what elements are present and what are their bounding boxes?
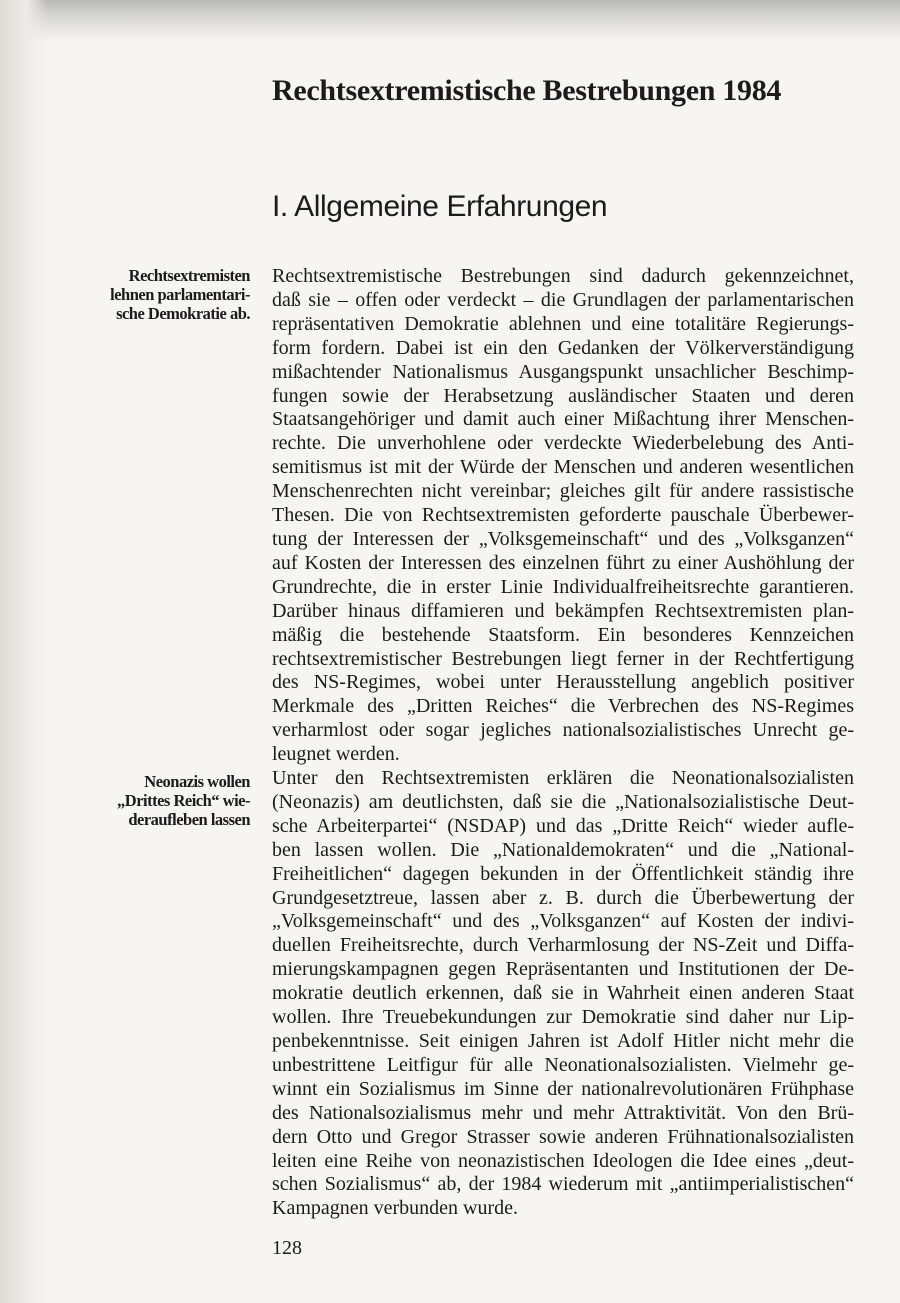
text-line: Kampagnen verbunden wurde. bbox=[272, 1197, 519, 1220]
text-line: unbestrittene Leitfigur für alle Neonationalsozialisten. Vielmehr ge- bbox=[272, 1053, 854, 1076]
text-line: mißachtender Nationalismus Ausgangspunkt unsachlicher Beschimp- bbox=[272, 360, 854, 383]
margin-note-parliamentary-democracy bbox=[60, 266, 250, 324]
text-line: schen Sozialismus“ ab, der 1984 wiederum mit „antiimperialistischen“ bbox=[272, 1173, 854, 1196]
text-line: Rechtsextremistische Bestrebungen sind dadurch gekennzeichnet, bbox=[272, 265, 854, 287]
text-line: semitismus ist mit der Würde der Menschen und anderen wesentlichen bbox=[272, 456, 854, 479]
margin-note-line: Rechtsextremisten bbox=[128, 266, 250, 285]
text-line: Unter den Rechtsextremisten erklären die Neonationalsozialisten bbox=[272, 767, 854, 790]
margin-note-line: „Drittes Reich“ wie- bbox=[117, 791, 250, 811]
text-line: dern Otto und Gregor Strasser sowie anderen Frühnationalsozialisten bbox=[272, 1125, 854, 1148]
text-line: rechte. Die unverhohlene oder verdeckte Wiederbelebung des Anti- bbox=[272, 432, 854, 455]
text-line: sche Arbeiterpartei“ (NSDAP) und das „Dritte Reich“ wieder aufle- bbox=[272, 814, 854, 837]
margin-note-line: Neonazis wollen bbox=[144, 772, 250, 791]
text-line: wollen. Ihre Treuebekundungen zur Demokratie sind daher nur Lip- bbox=[272, 1006, 854, 1029]
text-line: des NS-Regimes, wobei unter Herausstellung angeblich positiver bbox=[272, 671, 854, 694]
text-line: penbekenntnisse. Seit einigen Jahren ist Adolf Hitler nicht mehr die bbox=[272, 1030, 854, 1052]
margin-note-line: deraufleben lassen bbox=[128, 810, 250, 830]
text-line: mierungskampagnen gegen Repräsentanten und Institutionen der De- bbox=[272, 958, 854, 981]
scan-shadow-left bbox=[0, 0, 48, 1303]
text-line: tung der Interessen der „Volksgemeinschaft“ und des „Volksganzen“ bbox=[272, 527, 854, 550]
text-line: daß sie – offen oder verdeckt – die Grundlagen der parlamentarischen bbox=[272, 288, 854, 311]
text-line: form fordern. Dabei ist ein den Gedanken der Völkerverständigung bbox=[272, 336, 854, 359]
text-line: leugnet werden. bbox=[272, 743, 400, 766]
text-line: rechtsextremistischer Bestrebungen liegt ferner in der Rechtfertigung bbox=[272, 647, 854, 670]
margin-note-neonazis bbox=[60, 772, 250, 830]
text-line: mäßig die bestehende Staatsform. Ein besonderes Kennzeichen bbox=[272, 623, 854, 646]
text-line: des Nationalsozialismus mehr und mehr Attraktivität. Von den Brü- bbox=[272, 1101, 854, 1124]
text-line: Merkmale des „Dritten Reiches“ die Verbrechen des NS-Regimes bbox=[272, 695, 854, 718]
text-line: Grundgesetztreue, lassen aber z. B. durch die Überbewertung der bbox=[272, 886, 854, 909]
page-number: 128 bbox=[272, 1237, 302, 1259]
text-line: repräsentativen Demokratie ablehnen und eine totalitäre Regierungs- bbox=[272, 312, 854, 335]
section-heading: I. Allgemeine Erfahrungen bbox=[272, 190, 608, 223]
body-text bbox=[272, 265, 854, 1221]
scan-shadow-top bbox=[0, 0, 900, 42]
text-line: fungen sowie der Herabsetzung ausländischer Staaten und deren bbox=[272, 384, 854, 407]
text-line: leiten eine Reihe von neonazistischen Ideologen die Idee eines „deut- bbox=[272, 1149, 854, 1172]
margin-note-line: lehnen parlamentari- bbox=[110, 285, 250, 305]
text-line: Thesen. Die von Rechtsextremisten geforderte pauschale Überbewer- bbox=[272, 504, 854, 527]
text-line: auf Kosten der Interessen des einzelnen führt zu einer Aushöhlung der bbox=[272, 551, 854, 574]
text-line: Menschenrechten nicht vereinbar; gleiches gilt für andere rassistische bbox=[272, 480, 854, 503]
text-line: „Volksgemeinschaft“ und des „Volksganzen“ auf Kosten der indivi- bbox=[272, 910, 854, 933]
text-line: ben lassen wollen. Die „Nationaldemokraten“ und die „National- bbox=[272, 838, 854, 861]
text-line: winnt ein Sozialismus im Sinne der nationalrevolutionären Frühphase bbox=[272, 1077, 854, 1100]
text-line: Freiheitlichen“ dagegen bekunden in der Öffentlichkeit ständig ihre bbox=[272, 862, 854, 885]
text-line: (Neonazis) am deutlichsten, daß sie die „Nationalsozialistische Deut- bbox=[272, 790, 854, 813]
margin-note-line: sche Demokratie ab. bbox=[116, 304, 250, 324]
text-line: Staatsangehöriger und damit auch einer Mißachtung ihrer Menschen- bbox=[272, 408, 854, 431]
text-line: Darüber hinaus diffamieren und bekämpfen Rechtsextremisten plan- bbox=[272, 599, 854, 622]
text-line: Grundrechte, die in erster Linie Individualfreiheitsrechte garantieren. bbox=[272, 575, 854, 598]
text-line: duellen Freiheitsrechte, durch Verharmlosung der NS-Zeit und Diffa- bbox=[272, 934, 854, 957]
text-line: verharmlost oder sogar jegliches nationalsozialistisches Unrecht ge- bbox=[272, 719, 854, 742]
page-title: Rechtsextremistische Bestrebungen 1984 bbox=[272, 74, 782, 107]
text-line: mokratie deutlich erkennen, daß sie in Wahrheit einen anderen Staat bbox=[272, 982, 854, 1005]
